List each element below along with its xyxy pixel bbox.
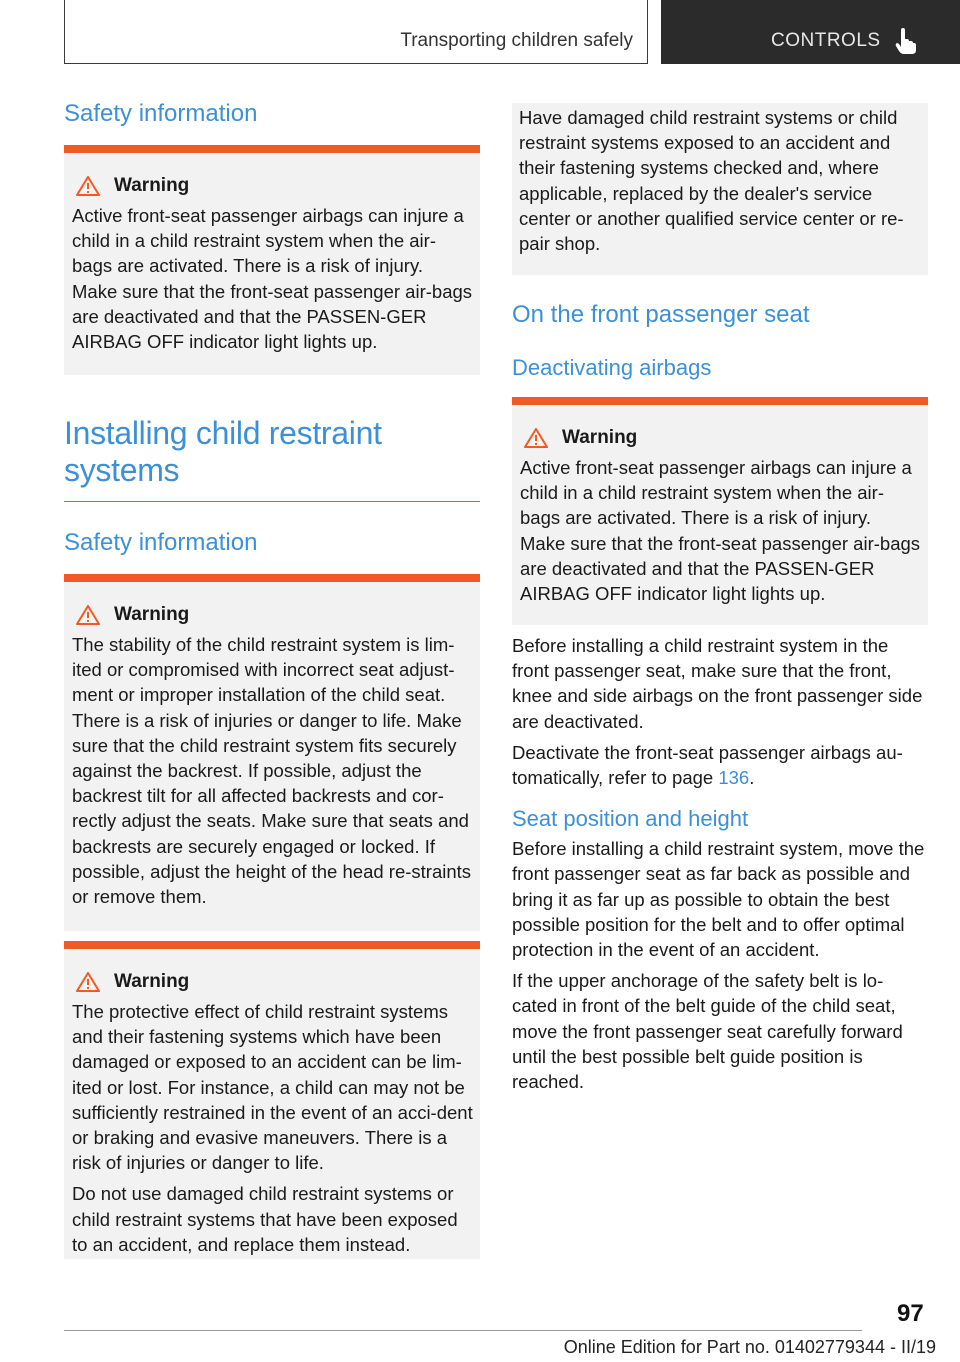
warning-title-row [72,175,473,197]
warning-box-front-airbags [512,397,928,625]
left-column [64,100,480,1259]
continued-warning-text: Have damaged child restraint systems or child restraint systems exposed to an accident and their fastening systems checked and, where applicable, replaced by the dealer's service center or another qualified service center or re-pair shop. [519,107,904,255]
footer-edition-text: Online Edition for Part no. 01402779344 - II/19 [563,1337,936,1357]
warning-title-row [72,971,473,993]
page-link[interactable]: 136 [718,767,750,789]
warning-text-2: Do not use damaged child restraint systems or child restraint systems that have been exposed to an accident, and replace them instead. [72,1183,458,1255]
warning-text: Active front-seat passenger airbags can injure a child in a child restraint system when the air-bags are activated. There is a risk of injury. Make sure that the front-seat passenger air-bags are deactivated and that the PASSEN-GER AIRBAG OFF indicator light lights up. [520,457,921,605]
warning-title: Warning [562,427,638,448]
header-chapter-box [661,0,960,64]
warning-title-row [520,427,921,449]
footer-divider [64,1330,862,1331]
warning-triangle-icon [76,176,100,196]
heading-safety-information: Safety information [64,100,258,127]
heading-safety-information-2: Safety information [64,529,258,556]
body-paragraph: Before installing a child restraint system in the front passenger seat, make sure that the front, knee and side airbags on the front passenger side are deactivated. [512,635,923,732]
warning-triangle-icon [76,972,100,992]
right-column [512,103,928,1094]
warning-text: The stability of the child restraint system is lim-ited or compromised with incorrect seat adjust-ment or improper installation of the child seat. There is a risk of injuries or danger to life. Make sure that the child restraint system fits securely against the backrest. If possible, adjust the backrest tilt for all affected backrests and cor-rectly adjust the seats. Make sure that seats and backrests are securely engaged or locked. If possible, adjust the height of the head re-straints or remove them. [72,634,472,908]
heading-underline [64,501,480,502]
body-paragraph: Before installing a child restraint system, move the front passenger seat as far back as possible and bring it as far up as possible to obtain the best possible position for the belt and to offer optimal protection in the event of an accident. [512,838,925,961]
heading-deactivating-airbags: Deactivating airbags [512,355,712,380]
continued-warning-box [512,103,928,275]
body-text: Deactivate the front-seat passenger airbags au-tomatically, refer to page [512,741,903,789]
warning-triangle-icon [524,428,548,448]
hand-pointer-icon [895,28,917,54]
heading-seat-position-and-height: Seat position and height [512,806,749,832]
warning-triangle-icon [76,605,100,625]
warning-text: The protective effect of child restraint systems and their fastening systems which have been damaged or exposed to an accident can be lim-ited or lost. For instance, a child can may not be sufficiently restrained in the event of an acci-dent or braking and evasive maneuvers. There is a risk of injuries or danger to life. [72,1001,473,1174]
warning-box-damaged-systems [64,941,480,1259]
warning-title: Warning [114,175,190,196]
warning-box-stability [64,574,480,931]
warning-title-row [72,604,473,626]
page-number: 97 [897,1300,924,1327]
header-section-title: Transporting children safely [400,30,633,51]
body-text: . [749,767,755,789]
warning-text: Active front-seat passenger airbags can injure a child in a child restraint system when the air-bags are activated. There is a risk of injury. Make sure that the front-seat passenger air-bags are deactivated and that the PASSEN-GER AIRBAG OFF indicator light lights up. [72,205,473,353]
header-section-box [64,0,648,64]
warning-box-airbags [64,145,480,375]
warning-title: Warning [114,604,190,625]
header-chapter-title: CONTROLS [771,30,881,51]
heading-installing-child-restraint-systems: Installing child restraint systems [64,415,382,488]
body-paragraph: If the upper anchorage of the safety belt is lo-cated in front of the belt guide of the child seat, move the front passenger seat carefully forward until the best possible belt guide position is reached. [512,970,903,1093]
warning-title: Warning [114,971,190,992]
body-paragraph-page-reference [512,740,928,790]
heading-on-front-passenger-seat: On the front passenger seat [512,301,810,328]
